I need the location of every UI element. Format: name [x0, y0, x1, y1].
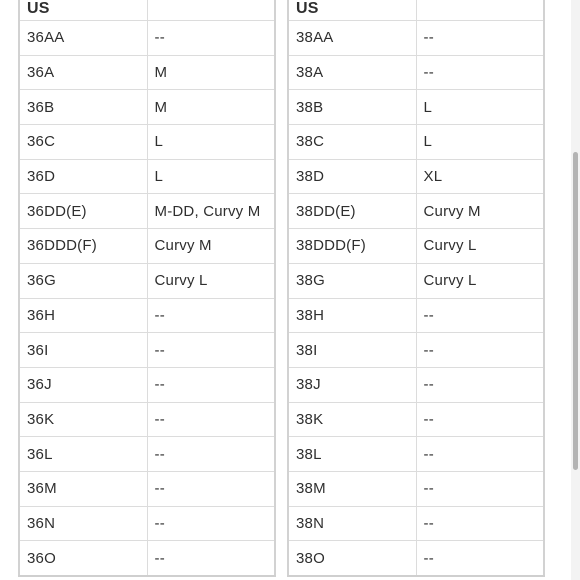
fit-cell: Curvy L: [147, 263, 275, 298]
fit-cell: M-DD, Curvy M: [147, 194, 275, 229]
size-cell: 36J: [19, 367, 147, 402]
fit-cell: Curvy M: [416, 194, 544, 229]
table-row: [288, 471, 544, 506]
fit-cell: Curvy L: [416, 263, 544, 298]
size-cell: 36D: [19, 159, 147, 194]
size-table-36: [18, 0, 276, 577]
size-cell: 38A: [288, 55, 416, 90]
table-row: [19, 506, 275, 541]
size-cell: 36A: [19, 55, 147, 90]
table-row: [288, 367, 544, 402]
table-row: [19, 541, 275, 576]
size-cell: 36N: [19, 506, 147, 541]
table-header-row: [19, 0, 275, 21]
table-row: [19, 194, 275, 229]
table-row: [19, 437, 275, 472]
table-row: [19, 402, 275, 437]
fit-cell: --: [416, 402, 544, 437]
size-table-38: [287, 0, 545, 577]
table-row: [19, 55, 275, 90]
fit-cell: --: [416, 437, 544, 472]
size-cell: 36G: [19, 263, 147, 298]
fit-cell: L: [416, 90, 544, 125]
fit-cell: L: [147, 159, 275, 194]
table-row: [288, 21, 544, 56]
fit-cell: Curvy M: [147, 229, 275, 264]
table-row: [19, 471, 275, 506]
size-cell: 38I: [288, 333, 416, 368]
table-row: [19, 125, 275, 160]
fit-cell: --: [416, 506, 544, 541]
fit-cell: --: [147, 333, 275, 368]
size-cell: 36I: [19, 333, 147, 368]
header-size-cell: US: [19, 0, 147, 21]
table-row: [19, 90, 275, 125]
fit-cell: --: [147, 298, 275, 333]
fit-cell: L: [147, 125, 275, 160]
vertical-scrollbar[interactable]: [571, 0, 580, 580]
size-cell: 36B: [19, 90, 147, 125]
fit-cell: --: [147, 506, 275, 541]
table-row: [288, 541, 544, 576]
fit-cell: --: [416, 55, 544, 90]
header-size-cell: US: [288, 0, 416, 21]
size-cell: 36H: [19, 298, 147, 333]
size-cell: 36L: [19, 437, 147, 472]
fit-cell: --: [147, 437, 275, 472]
size-cell: 38L: [288, 437, 416, 472]
fit-cell: --: [416, 298, 544, 333]
table-row: [288, 159, 544, 194]
fit-cell: L: [416, 125, 544, 160]
table-row: [19, 263, 275, 298]
table-row: [19, 333, 275, 368]
table-row: [19, 21, 275, 56]
size-cell: 36DD(E): [19, 194, 147, 229]
fit-cell: --: [147, 21, 275, 56]
size-cell: 38AA: [288, 21, 416, 56]
table-row: [288, 263, 544, 298]
scrollbar-thumb[interactable]: [573, 152, 578, 470]
size-cell: 38B: [288, 90, 416, 125]
fit-cell: --: [416, 471, 544, 506]
table-row: [288, 402, 544, 437]
size-cell: 38H: [288, 298, 416, 333]
size-cell: 38DD(E): [288, 194, 416, 229]
header-fit-cell: [147, 0, 275, 21]
size-cell: 38M: [288, 471, 416, 506]
size-cell: 36C: [19, 125, 147, 160]
header-fit-cell: [416, 0, 544, 21]
fit-cell: --: [147, 367, 275, 402]
fit-cell: XL: [416, 159, 544, 194]
table-row: [19, 159, 275, 194]
table-row: [288, 194, 544, 229]
size-cell: 36O: [19, 541, 147, 576]
size-cell: 36M: [19, 471, 147, 506]
fit-cell: --: [416, 21, 544, 56]
size-cell: 38C: [288, 125, 416, 160]
table-row: [288, 298, 544, 333]
size-cell: 38DDD(F): [288, 229, 416, 264]
size-cell: 38K: [288, 402, 416, 437]
table-row: [19, 367, 275, 402]
fit-cell: --: [416, 333, 544, 368]
size-cell: 38O: [288, 541, 416, 576]
fit-cell: --: [147, 471, 275, 506]
fit-cell: M: [147, 90, 275, 125]
fit-cell: Curvy L: [416, 229, 544, 264]
fit-cell: --: [147, 541, 275, 576]
fit-cell: M: [147, 55, 275, 90]
table-row: [288, 229, 544, 264]
table-header-row: [288, 0, 544, 21]
size-cell: 38G: [288, 263, 416, 298]
fit-cell: --: [147, 402, 275, 437]
table-row: [19, 298, 275, 333]
size-cell: 36AA: [19, 21, 147, 56]
table-row: [19, 229, 275, 264]
table-row: [288, 437, 544, 472]
size-cell: 36DDD(F): [19, 229, 147, 264]
fit-cell: --: [416, 541, 544, 576]
table-row: [288, 55, 544, 90]
size-cell: 38J: [288, 367, 416, 402]
table-row: [288, 125, 544, 160]
fit-cell: --: [416, 367, 544, 402]
size-cell: 38D: [288, 159, 416, 194]
table-row: [288, 506, 544, 541]
size-cell: 38N: [288, 506, 416, 541]
table-row: [288, 90, 544, 125]
table-row: [288, 333, 544, 368]
size-cell: 36K: [19, 402, 147, 437]
